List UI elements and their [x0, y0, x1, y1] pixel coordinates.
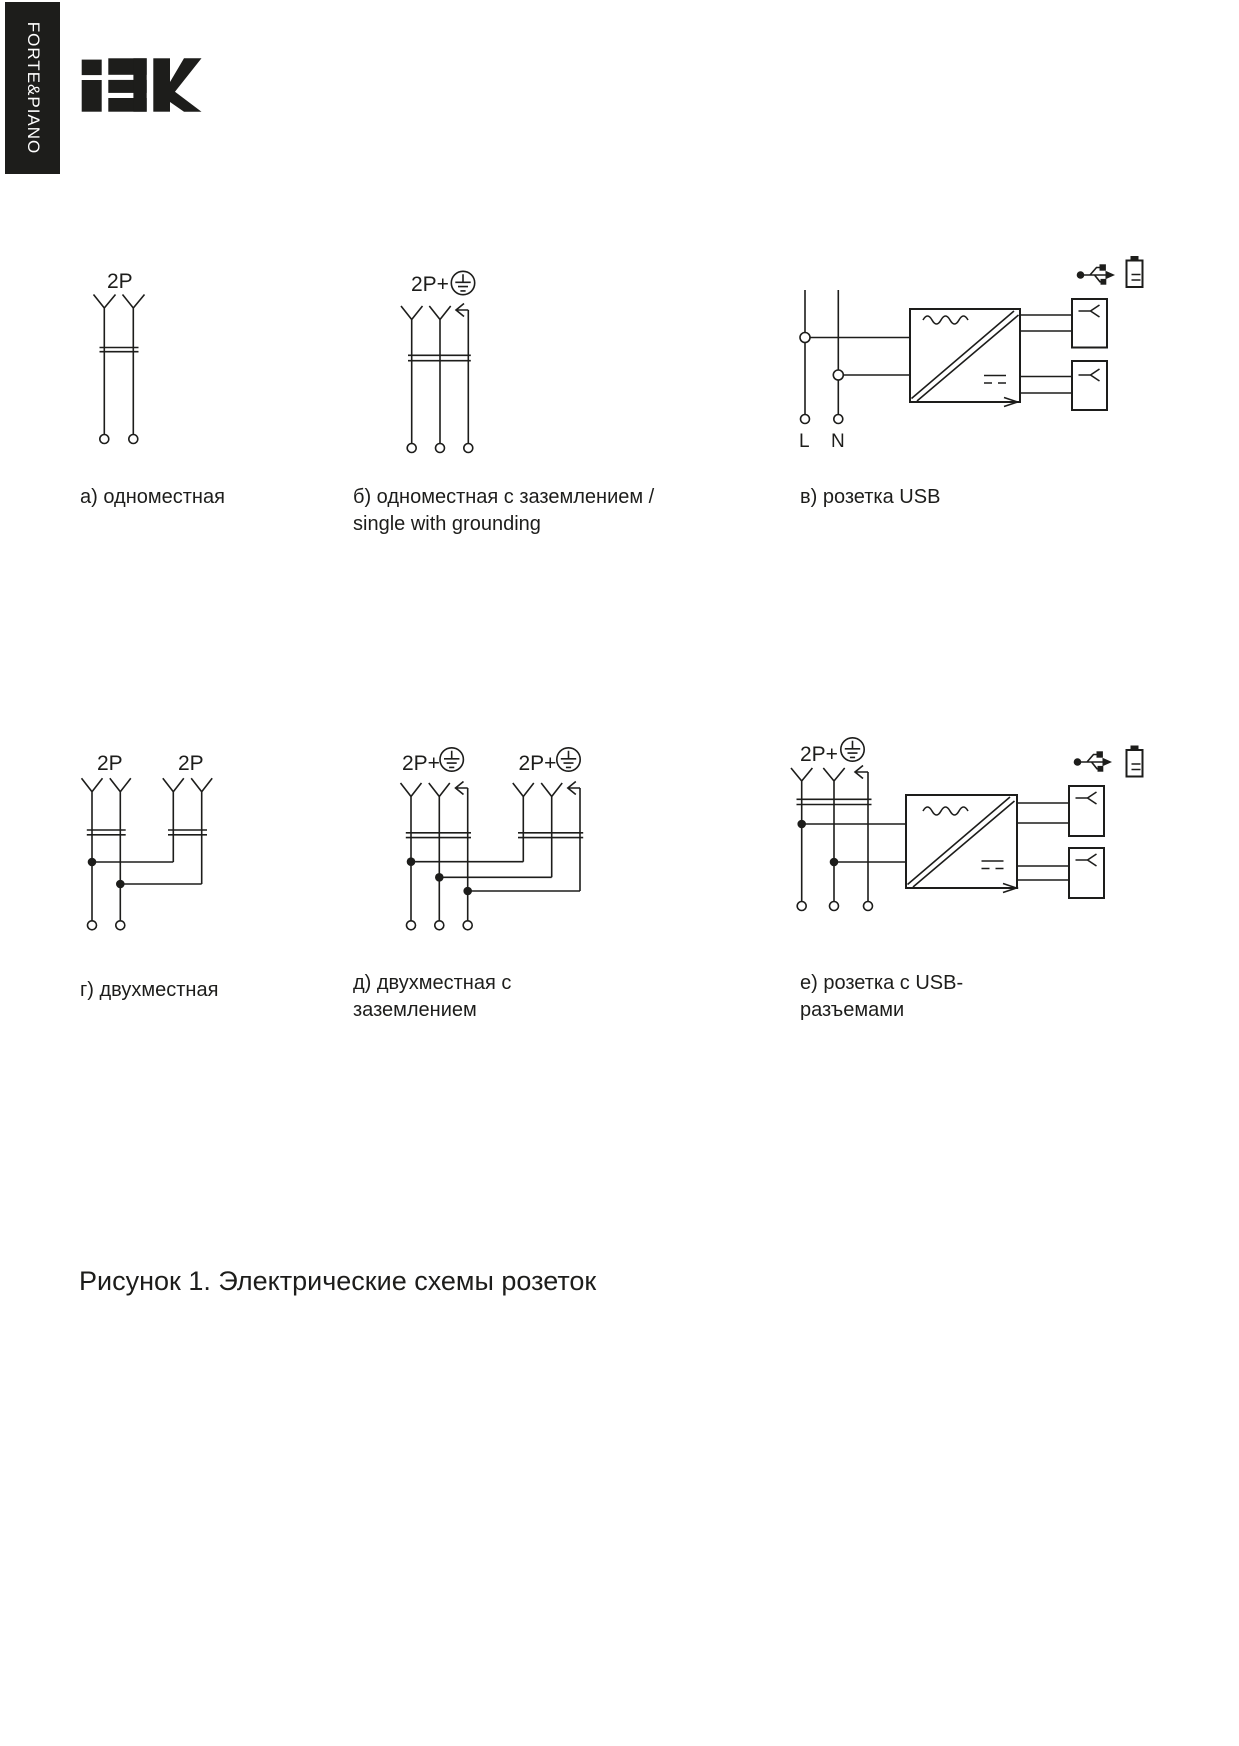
- junction-dot: [435, 873, 444, 882]
- earth-symbol-icon: [451, 271, 474, 294]
- fork-contact: [513, 783, 534, 862]
- battery-icon: [1127, 256, 1143, 287]
- usb-icon: [1077, 264, 1115, 284]
- logo-letter-k: [153, 58, 201, 111]
- junction-dot: [88, 858, 97, 867]
- caption-e-line2: разъемами: [800, 999, 905, 1021]
- caption-b-line2: single with grounding: [353, 513, 541, 535]
- diagram-g-schematic: [75, 738, 220, 935]
- diagram-e-schematic: [790, 728, 1162, 920]
- pole-count-label: 2P+: [402, 752, 440, 775]
- fork-contact: [429, 783, 450, 921]
- caption-d-line2: заземлением: [353, 999, 477, 1021]
- usb-port-box: [1069, 848, 1104, 898]
- junction-dot: [463, 887, 472, 896]
- terminal: [88, 921, 97, 930]
- diagram-v-schematic: [790, 248, 1162, 460]
- terminal: [830, 902, 839, 911]
- diagram-b-schematic: [395, 258, 487, 458]
- pole-count-label: 2P: [107, 270, 133, 293]
- fork-contact: [82, 778, 103, 921]
- link-wires: [92, 862, 202, 884]
- earth-symbol-icon: [440, 748, 463, 771]
- phase-wire: [805, 290, 910, 414]
- socket-body-bars: [87, 830, 207, 835]
- earth-contact-arrow: [855, 766, 868, 902]
- ac-sine-icon: [923, 316, 968, 324]
- junction-dot: [116, 880, 125, 889]
- terminal: [864, 902, 873, 911]
- earth-contact-arrow: [456, 782, 468, 921]
- junction: [833, 370, 843, 380]
- junction: [800, 333, 810, 343]
- ac-dc-converter-box: [906, 795, 1017, 893]
- caption-d-line1: д) двухместная с: [353, 972, 512, 994]
- earth-symbol-icon: [841, 738, 864, 761]
- fork-contact: [823, 768, 844, 902]
- fork-contact: [163, 778, 184, 862]
- fork-contact: [110, 778, 131, 921]
- logo-letter-i: [82, 60, 102, 112]
- terminal: [116, 921, 125, 930]
- logo-letter-e: [108, 58, 146, 111]
- link-wires: [802, 824, 906, 862]
- junction-dot: [407, 857, 416, 866]
- terminal: [801, 415, 810, 424]
- terminal: [463, 921, 472, 930]
- caption-b: [353, 484, 654, 538]
- junction-dot: [797, 820, 806, 829]
- earth-contact-arrow: [456, 304, 468, 444]
- diagram-d-schematic: [393, 733, 595, 935]
- caption-e-line1: е) розетка с USB-: [800, 972, 964, 994]
- caption-b-line1: б) одноместная с заземлением /: [353, 486, 655, 508]
- earth-symbol-icon: [557, 748, 580, 771]
- dc-output-wires: [1017, 803, 1069, 880]
- fork-contact: [401, 306, 423, 443]
- caption-v: в) розетка USB: [800, 486, 941, 508]
- usb-icon: [1074, 751, 1112, 771]
- fork-contact: [94, 295, 116, 435]
- fork-contact: [541, 783, 562, 877]
- pole-count-label: 2P+: [411, 273, 449, 296]
- ac-dc-converter-box: [910, 309, 1020, 407]
- socket-body-bars: [406, 833, 583, 838]
- ac-sine-icon: [923, 807, 968, 815]
- phase-terminal-label: L: [799, 431, 810, 452]
- caption-d: [353, 970, 511, 1024]
- fork-contact: [791, 768, 812, 902]
- terminal: [464, 444, 473, 453]
- pole-count-label: 2P: [97, 752, 123, 775]
- terminal: [797, 902, 806, 911]
- pole-count-label: 2P: [178, 752, 204, 775]
- junction-dot: [830, 858, 839, 867]
- usb-port-box: [1069, 786, 1104, 836]
- terminal: [407, 921, 416, 930]
- terminal: [129, 435, 138, 444]
- battery-icon: [1127, 746, 1143, 777]
- terminal: [436, 444, 445, 453]
- terminal: [407, 444, 416, 453]
- brand-sidebar-label: FORTE&PIANO: [23, 21, 43, 155]
- pole-count-label: 2P+: [518, 752, 557, 775]
- diagram-a-schematic: [80, 260, 155, 455]
- pole-count-label: 2P+: [800, 743, 838, 766]
- iek-logo-icon: [80, 57, 204, 114]
- caption-g: г) двухместная: [80, 979, 219, 1001]
- fork-contact: [429, 306, 450, 443]
- caption-a: а) одноместная: [80, 486, 225, 508]
- figure-caption: Рисунок 1. Электрические схемы розеток: [79, 1266, 597, 1296]
- caption-e: [800, 970, 963, 1024]
- fork-contact: [401, 783, 422, 921]
- brand-sidebar: [5, 2, 60, 174]
- terminal: [834, 415, 843, 424]
- fork-contact: [123, 295, 145, 435]
- neutral-wire: [838, 290, 910, 414]
- terminal: [100, 435, 109, 444]
- dc-output-wires: [1020, 315, 1072, 393]
- neutral-terminal-label: N: [831, 431, 845, 452]
- usb-port-box: [1072, 299, 1107, 348]
- earth-contact-arrow: [568, 782, 580, 892]
- usb-port-box: [1072, 361, 1107, 410]
- fork-contact: [191, 778, 212, 884]
- terminal: [435, 921, 444, 930]
